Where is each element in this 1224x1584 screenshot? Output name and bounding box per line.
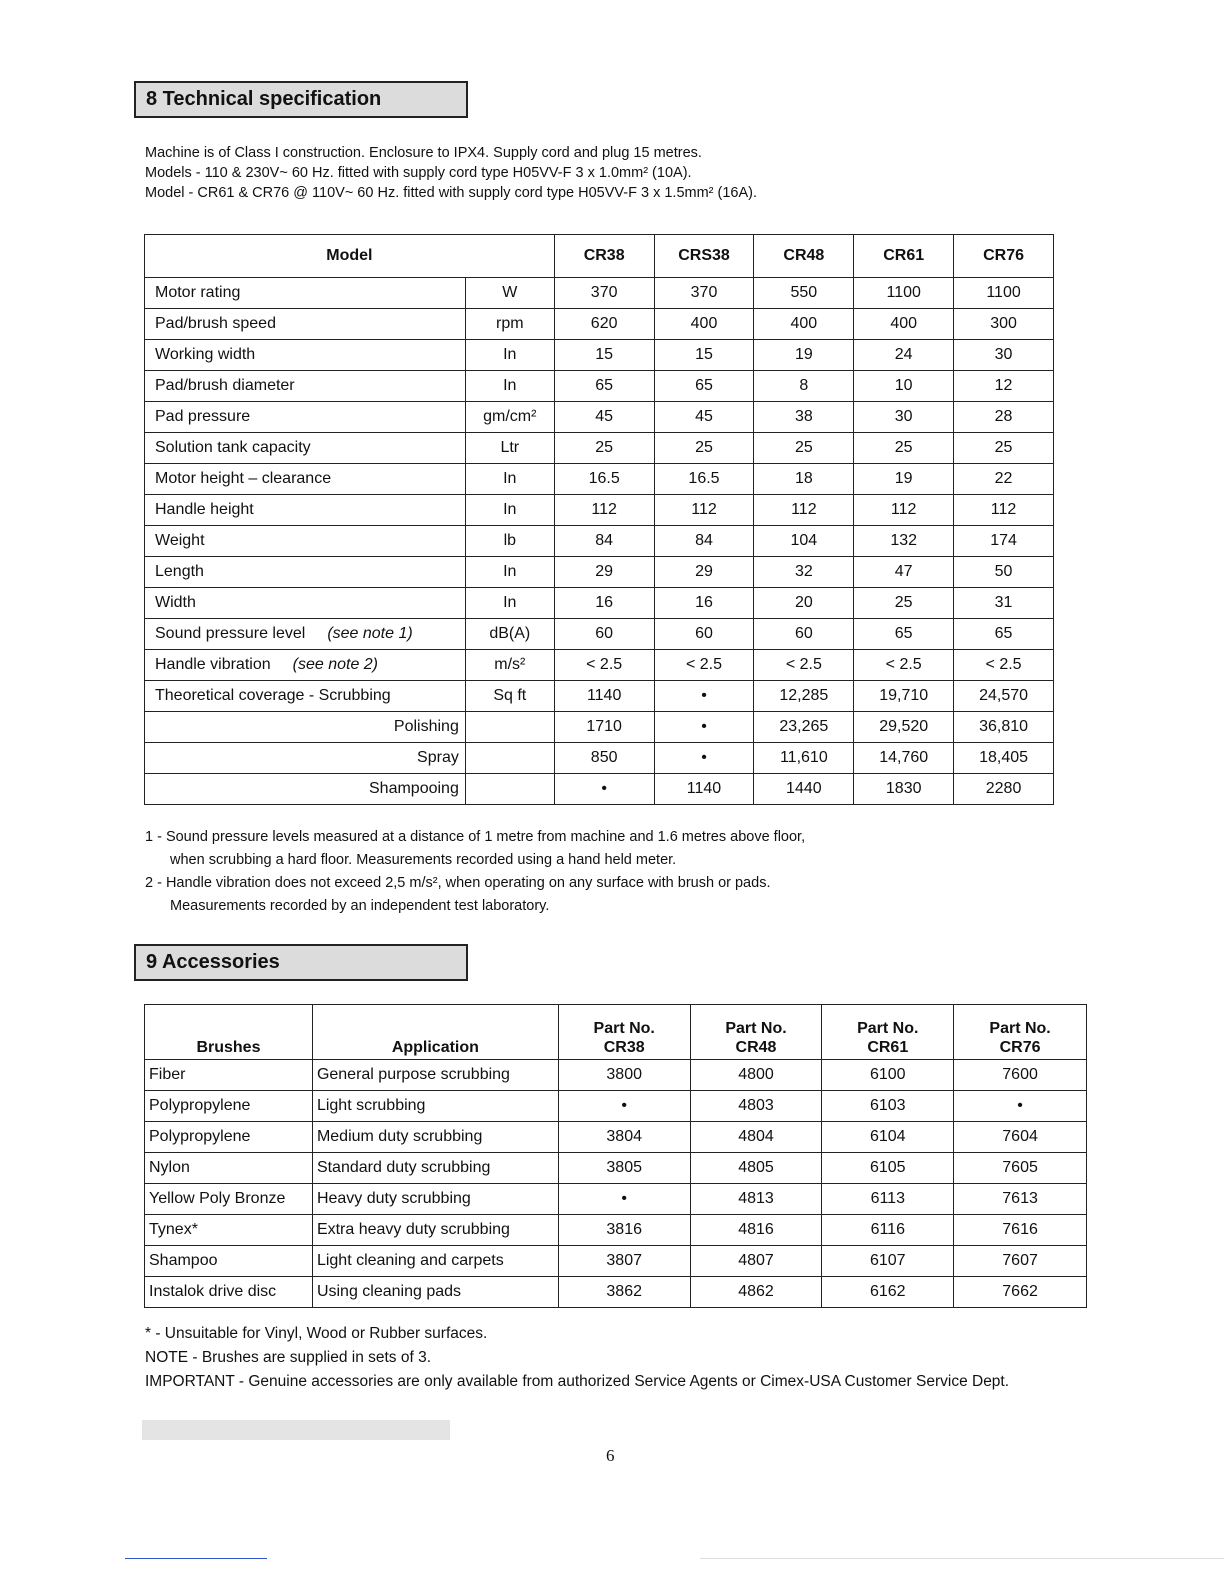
- spec-value: 20: [754, 588, 854, 619]
- spec-label-text: Working width: [155, 346, 256, 363]
- intro-text: [145, 143, 757, 203]
- part-number: 4816: [690, 1215, 822, 1246]
- spec-value: 16: [654, 588, 754, 619]
- spec-value: 25: [954, 433, 1054, 464]
- spec-header-cr48: CR48: [754, 235, 854, 278]
- brush-application: Light cleaning and carpets: [312, 1246, 558, 1277]
- brush-application: Medium duty scrubbing: [312, 1122, 558, 1153]
- spec-value: •: [654, 681, 754, 712]
- coverage-value: 2280: [954, 774, 1054, 805]
- spec-value: 12: [954, 371, 1054, 402]
- part-number: 7662: [954, 1277, 1087, 1308]
- part-number: 4803: [690, 1091, 822, 1122]
- spec-value: 400: [854, 309, 954, 340]
- brush-name: Tynex*: [145, 1215, 313, 1246]
- spec-value: 112: [754, 495, 854, 526]
- spec-value: 47: [854, 557, 954, 588]
- spec-unit: lb: [465, 526, 554, 557]
- spec-value: 60: [654, 619, 754, 650]
- part-label: Part No.: [593, 1020, 655, 1037]
- spec-value: 12,285: [754, 681, 854, 712]
- spec-value: 400: [754, 309, 854, 340]
- spec-value: 15: [654, 340, 754, 371]
- spec-row: [145, 681, 1054, 712]
- spec-unit: In: [465, 340, 554, 371]
- coverage-unit: [465, 743, 554, 774]
- spec-coverage-row: [145, 774, 1054, 805]
- spec-row: [145, 433, 1054, 464]
- brush-application: General purpose scrubbing: [312, 1060, 558, 1091]
- coverage-value: 1710: [554, 712, 654, 743]
- spec-value: 19: [854, 464, 954, 495]
- coverage-value: 1140: [654, 774, 754, 805]
- accessory-row: [145, 1122, 1087, 1153]
- spec-value: 84: [554, 526, 654, 557]
- brush-application: Extra heavy duty scrubbing: [312, 1215, 558, 1246]
- brush-name: Nylon: [145, 1153, 313, 1184]
- spec-value: 112: [654, 495, 754, 526]
- part-number: 3800: [558, 1060, 690, 1091]
- spec-value: 45: [554, 402, 654, 433]
- spec-row-label: [145, 464, 466, 495]
- spec-label-text: Pad/brush diameter: [155, 377, 295, 394]
- spec-value: 30: [954, 340, 1054, 371]
- bottom-edge-line: [125, 1558, 267, 1559]
- footnote-sets: NOTE - Brushes are supplied in sets of 3.: [145, 1349, 432, 1366]
- spec-row-label: [145, 433, 466, 464]
- spec-header-model: Model: [145, 235, 555, 278]
- spec-value: < 2.5: [954, 650, 1054, 681]
- spec-row: [145, 619, 1054, 650]
- coverage-value: 850: [554, 743, 654, 774]
- spec-row-label: [145, 526, 466, 557]
- spec-coverage-row: [145, 743, 1054, 774]
- part-number: 6107: [822, 1246, 954, 1277]
- spec-label-text: Motor height – clearance: [155, 470, 332, 487]
- spec-value: 25: [654, 433, 754, 464]
- spec-value: 1100: [954, 278, 1054, 309]
- spec-label-text: Solution tank capacity: [155, 439, 311, 456]
- coverage-label: Polishing: [145, 712, 466, 743]
- coverage-label: Shampooing: [145, 774, 466, 805]
- accessory-row: [145, 1153, 1087, 1184]
- spec-value: 60: [754, 619, 854, 650]
- spec-value: 25: [854, 588, 954, 619]
- spec-value: 50: [954, 557, 1054, 588]
- coverage-value: 29,520: [854, 712, 954, 743]
- spec-value: 400: [654, 309, 754, 340]
- spec-unit: In: [465, 464, 554, 495]
- spec-unit: In: [465, 557, 554, 588]
- acc-header-part-cr38: [558, 1005, 690, 1060]
- spec-row: [145, 402, 1054, 433]
- accessories-table: [144, 1004, 1087, 1308]
- spec-row-label: [145, 340, 466, 371]
- spec-row: [145, 495, 1054, 526]
- spec-header-cr61: CR61: [854, 235, 954, 278]
- spec-value: 370: [554, 278, 654, 309]
- footnote-important: IMPORTANT - Genuine accessories are only available from authorized Service Agents or Cimex-USA Customer Service Dept.: [145, 1373, 1010, 1390]
- spec-row: [145, 309, 1054, 340]
- spec-value: 104: [754, 526, 854, 557]
- spec-value: < 2.5: [654, 650, 754, 681]
- spec-unit: Ltr: [465, 433, 554, 464]
- part-number: 4807: [690, 1246, 822, 1277]
- spec-label-text: Handle vibration: [155, 656, 271, 673]
- spec-unit: In: [465, 371, 554, 402]
- spec-label-text: Motor rating: [155, 284, 241, 301]
- brush-application: Heavy duty scrubbing: [312, 1184, 558, 1215]
- spec-value: < 2.5: [754, 650, 854, 681]
- coverage-value: •: [654, 743, 754, 774]
- intro-line: Model - CR61 & CR76 @ 110V~ 60 Hz. fitted with supply cord type H05VV-F 3 x 1.5mm² (16A).: [145, 185, 758, 201]
- spec-header-row: [145, 235, 1054, 278]
- spec-unit: gm/cm²: [465, 402, 554, 433]
- spec-value: 60: [554, 619, 654, 650]
- spec-row: [145, 526, 1054, 557]
- spec-value: 16.5: [654, 464, 754, 495]
- spec-header-crs38: CRS38: [654, 235, 754, 278]
- part-label: Part No.: [725, 1020, 787, 1037]
- part-label: Part No.: [989, 1020, 1051, 1037]
- spec-row-label: [145, 402, 466, 433]
- part-number: 3804: [558, 1122, 690, 1153]
- bottom-edge-line: [700, 1558, 1224, 1559]
- spec-value: 15: [554, 340, 654, 371]
- spec-value: 25: [754, 433, 854, 464]
- coverage-unit: [465, 774, 554, 805]
- accessory-row: [145, 1184, 1087, 1215]
- part-number: 7607: [954, 1246, 1087, 1277]
- spec-value: 30: [854, 402, 954, 433]
- part-number: 6105: [822, 1153, 954, 1184]
- spec-value: 10: [854, 371, 954, 402]
- spec-value: < 2.5: [554, 650, 654, 681]
- spec-row-label: [145, 309, 466, 340]
- spec-value: 19,710: [854, 681, 954, 712]
- spec-value: 16: [554, 588, 654, 619]
- spec-label-text: Handle height: [155, 501, 254, 518]
- spec-value: 29: [554, 557, 654, 588]
- acc-header-part-cr61: [822, 1005, 954, 1060]
- part-number: 6162: [822, 1277, 954, 1308]
- accessory-row: [145, 1215, 1087, 1246]
- spec-label-text: Sound pressure level: [155, 625, 306, 642]
- part-number: •: [954, 1091, 1087, 1122]
- coverage-label: Spray: [145, 743, 466, 774]
- part-model: CR38: [603, 1039, 645, 1056]
- part-number: 4862: [690, 1277, 822, 1308]
- spec-value: 65: [854, 619, 954, 650]
- part-number: 6100: [822, 1060, 954, 1091]
- acc-header-part-cr48: [690, 1005, 822, 1060]
- coverage-value: 14,760: [854, 743, 954, 774]
- brush-application: Using cleaning pads: [312, 1277, 558, 1308]
- spec-value: 8: [754, 371, 854, 402]
- spec-value: 22: [954, 464, 1054, 495]
- spec-value: 370: [654, 278, 754, 309]
- spec-row-label: [145, 619, 466, 650]
- spec-row: [145, 464, 1054, 495]
- spec-value: 65: [954, 619, 1054, 650]
- spec-row-label: [145, 557, 466, 588]
- spec-label-text: Weight: [155, 532, 205, 549]
- spec-unit: W: [465, 278, 554, 309]
- spec-label-text: Length: [155, 563, 204, 580]
- brush-name: Shampoo: [145, 1246, 313, 1277]
- spec-value: 112: [554, 495, 654, 526]
- spec-row-label: [145, 495, 466, 526]
- part-number: 6104: [822, 1122, 954, 1153]
- spec-label-text: Width: [155, 594, 196, 611]
- spec-value: 300: [954, 309, 1054, 340]
- spec-header-cr38: CR38: [554, 235, 654, 278]
- part-number: 3807: [558, 1246, 690, 1277]
- accessory-row: [145, 1060, 1087, 1091]
- spec-value: 38: [754, 402, 854, 433]
- spec-value: 65: [554, 371, 654, 402]
- spec-value: 16.5: [554, 464, 654, 495]
- spec-row-label: [145, 681, 466, 712]
- coverage-value: •: [654, 712, 754, 743]
- note-line: 2 - Handle vibration does not exceed 2,5 m/s², when operating on any surface with brush or pads.: [145, 875, 771, 891]
- spec-row: [145, 650, 1054, 681]
- spec-row-label: [145, 278, 466, 309]
- spec-table: [144, 234, 1054, 805]
- coverage-value: 1440: [754, 774, 854, 805]
- spec-value: 29: [654, 557, 754, 588]
- spec-value: 25: [554, 433, 654, 464]
- part-number: 6116: [822, 1215, 954, 1246]
- part-number: 4804: [690, 1122, 822, 1153]
- coverage-value: •: [554, 774, 654, 805]
- page-number: 6: [606, 1446, 615, 1465]
- coverage-unit: [465, 712, 554, 743]
- spec-row: [145, 278, 1054, 309]
- coverage-value: 1830: [854, 774, 954, 805]
- spec-value: 132: [854, 526, 954, 557]
- spec-unit: In: [465, 495, 554, 526]
- intro-line: Machine is of Class I construction. Enclosure to IPX4. Supply cord and plug 15 metres.: [145, 145, 702, 161]
- accessory-row: [145, 1091, 1087, 1122]
- spec-value: 112: [954, 495, 1054, 526]
- spec-unit: rpm: [465, 309, 554, 340]
- note-line: when scrubbing a hard floor. Measurements recorded using a hand held meter.: [170, 852, 677, 868]
- gray-bar: [142, 1420, 450, 1440]
- spec-header-cr76: CR76: [954, 235, 1054, 278]
- part-number: •: [558, 1184, 690, 1215]
- part-number: 3862: [558, 1277, 690, 1308]
- part-number: 4800: [690, 1060, 822, 1091]
- acc-header-brushes: Brushes: [145, 1005, 313, 1060]
- spec-label-text: Theoretical coverage - Scrubbing: [155, 687, 391, 704]
- spec-row: [145, 340, 1054, 371]
- spec-value: < 2.5: [854, 650, 954, 681]
- spec-value: 25: [854, 433, 954, 464]
- spec-value: 32: [754, 557, 854, 588]
- spec-label-note: (see note 2): [292, 656, 379, 673]
- part-number: 3816: [558, 1215, 690, 1246]
- spec-value: 19: [754, 340, 854, 371]
- spec-label-text: Pad pressure: [155, 408, 251, 425]
- spec-value: 65: [654, 371, 754, 402]
- footnote-unsuitable: * - Unsuitable for Vinyl, Wood or Rubber surfaces.: [145, 1325, 488, 1342]
- spec-value: 84: [654, 526, 754, 557]
- spec-notes: [145, 826, 805, 918]
- part-number: 3805: [558, 1153, 690, 1184]
- spec-unit: In: [465, 588, 554, 619]
- coverage-value: 18,405: [954, 743, 1054, 774]
- accessories-header-row: [145, 1005, 1087, 1060]
- spec-value: 174: [954, 526, 1054, 557]
- brush-name: Fiber: [145, 1060, 313, 1091]
- part-model: CR61: [867, 1039, 909, 1056]
- spec-label-note: (see note 1): [327, 625, 413, 642]
- spec-value: 1100: [854, 278, 954, 309]
- acc-header-part-cr76: [954, 1005, 1087, 1060]
- part-number: •: [558, 1091, 690, 1122]
- part-number: 7600: [954, 1060, 1087, 1091]
- spec-unit: Sq ft: [465, 681, 554, 712]
- accessory-row: [145, 1246, 1087, 1277]
- acc-header-application: Application: [312, 1005, 558, 1060]
- spec-row: [145, 588, 1054, 619]
- part-number: 6113: [822, 1184, 954, 1215]
- brush-application: Standard duty scrubbing: [312, 1153, 558, 1184]
- spec-unit: dB(A): [465, 619, 554, 650]
- spec-row: [145, 557, 1054, 588]
- part-number: 6103: [822, 1091, 954, 1122]
- spec-value: 28: [954, 402, 1054, 433]
- spec-value: 24: [854, 340, 954, 371]
- spec-value: 550: [754, 278, 854, 309]
- spec-coverage-row: [145, 712, 1054, 743]
- spec-label-text: Pad/brush speed: [155, 315, 276, 332]
- note-line: Measurements recorded by an independent test laboratory.: [170, 898, 550, 914]
- accessories-footnotes: [145, 1322, 1085, 1394]
- section-header-accessories: 9 Accessories: [134, 944, 468, 981]
- note-line: 1 - Sound pressure levels measured at a distance of 1 metre from machine and 1.6 metres above floor,: [145, 829, 806, 845]
- part-label: Part No.: [857, 1020, 919, 1037]
- brush-name: Yellow Poly Bronze: [145, 1184, 313, 1215]
- part-number: 7616: [954, 1215, 1087, 1246]
- part-number: 7605: [954, 1153, 1087, 1184]
- coverage-value: 11,610: [754, 743, 854, 774]
- part-number: 4813: [690, 1184, 822, 1215]
- spec-value: 31: [954, 588, 1054, 619]
- spec-value: 112: [854, 495, 954, 526]
- part-number: 7604: [954, 1122, 1087, 1153]
- spec-value: 1140: [554, 681, 654, 712]
- accessory-row: [145, 1277, 1087, 1308]
- spec-row-label: [145, 650, 466, 681]
- spec-row-label: [145, 588, 466, 619]
- brush-name: Instalok drive disc: [145, 1277, 313, 1308]
- brush-name: Polypropylene: [145, 1122, 313, 1153]
- spec-value: 620: [554, 309, 654, 340]
- section-header-technical-specification: 8 Technical specification: [134, 81, 468, 118]
- spec-unit: m/s²: [465, 650, 554, 681]
- spec-row-label: [145, 371, 466, 402]
- part-number: 4805: [690, 1153, 822, 1184]
- part-number: 7613: [954, 1184, 1087, 1215]
- spec-row: [145, 371, 1054, 402]
- spec-value: 18: [754, 464, 854, 495]
- brush-name: Polypropylene: [145, 1091, 313, 1122]
- spec-value: 45: [654, 402, 754, 433]
- part-model: CR76: [999, 1039, 1041, 1056]
- brush-application: Light scrubbing: [312, 1091, 558, 1122]
- part-model: CR48: [735, 1039, 777, 1056]
- intro-line: Models - 110 & 230V~ 60 Hz. fitted with supply cord type H05VV-F 3 x 1.0mm² (10A).: [145, 165, 692, 181]
- spec-value: 24,570: [954, 681, 1054, 712]
- coverage-value: 36,810: [954, 712, 1054, 743]
- coverage-value: 23,265: [754, 712, 854, 743]
